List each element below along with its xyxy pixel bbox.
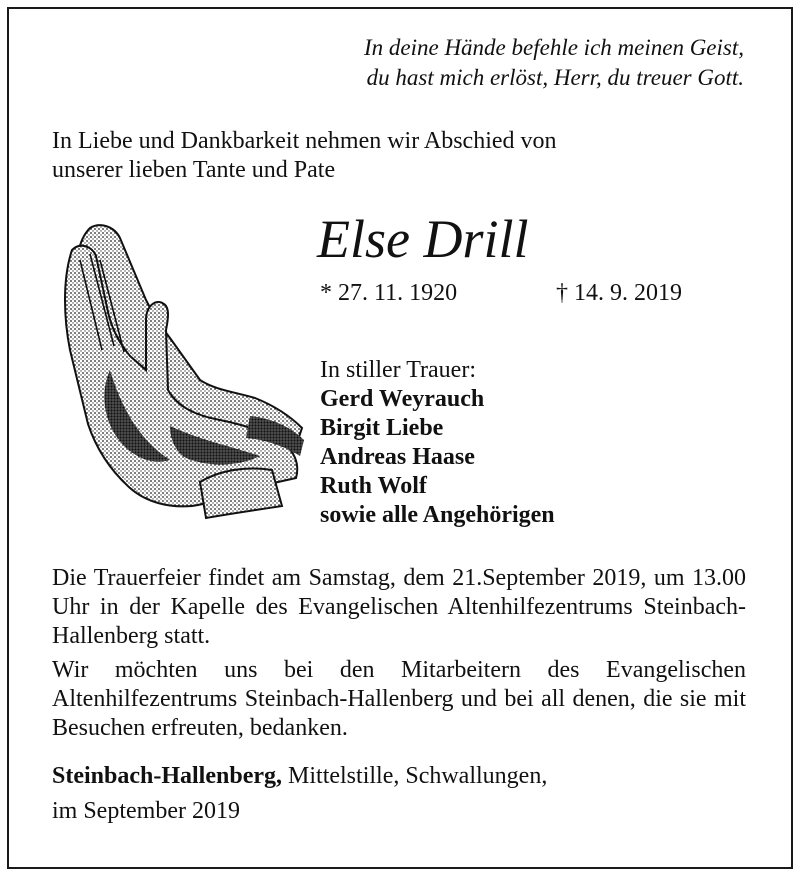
life-dates [320,279,682,307]
verse-line-1: In deine Hände befehle ich meinen Geist, [363,35,744,60]
mourners-block [320,356,555,530]
death-date: † 14. 9. 2019 [556,280,682,306]
closing-block [52,759,547,829]
deceased-name: Else Drill [317,209,529,269]
places-other: Mittelstille, Schwallungen, [282,763,548,789]
places-line [52,759,547,794]
mourner-name: Gerd Weyrauch [320,386,485,412]
mourner-name: Ruth Wolf [320,473,427,499]
closing-date: im September 2019 [52,798,240,824]
intro-text [52,127,557,185]
praying-hands-icon [50,220,308,520]
ceremony-paragraph: Die Trauerfeier findet am Samstag, dem 21.September 2019, um 13.00 Uhr in der Kapelle des Evangelischen Altenhilfezentrums Steinbach-Hallenberg statt. [52,565,746,649]
mourner-name: Andreas Haase [320,444,475,470]
birth-date: * 27. 11. 1920 [320,280,458,306]
mourning-label: In stiller Trauer: [320,357,476,383]
intro-line-2: unserer lieben Tante und Pate [52,157,336,183]
intro-line-1: In Liebe und Dankbarkeit nehmen wir Abschied von [52,128,557,154]
mourner-relatives: sowie alle Angehörigen [320,502,555,528]
bible-verse [364,33,744,93]
place-main: Steinbach-Hallenberg, [52,763,283,789]
verse-line-2: du hast mich erlöst, Herr, du treuer Gott. [366,65,744,90]
thanks-paragraph: Wir möchten uns bei den Mitarbeitern des Evangelischen Altenhilfezentrums Steinbach-Hallenberg und bei all denen, die sie mit Besuchen erfreuten, bedanken. [52,657,746,741]
mourner-name: Birgit Liebe [320,415,444,441]
